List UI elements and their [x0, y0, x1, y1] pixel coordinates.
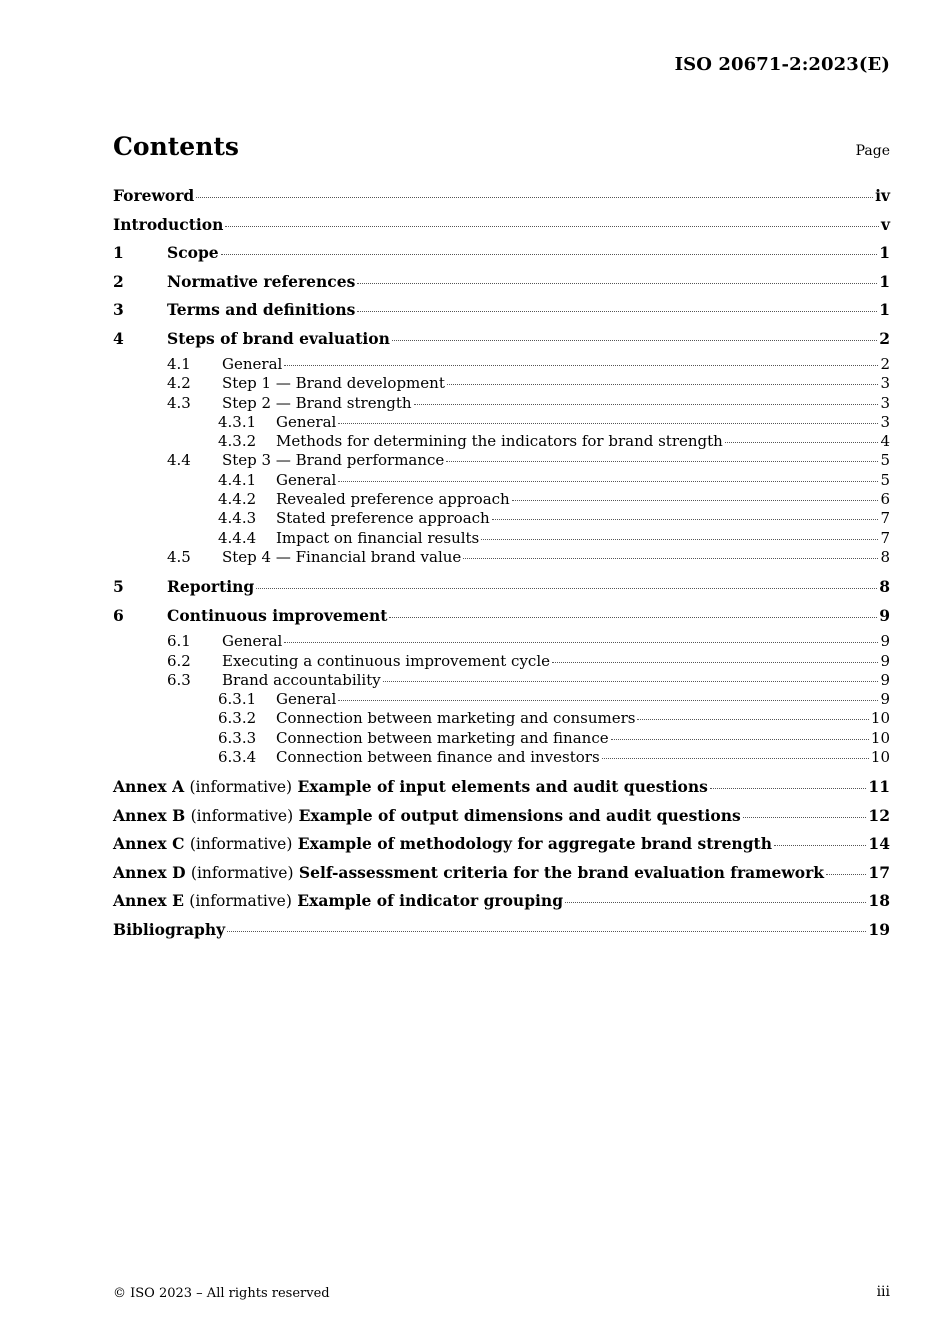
toc-entry-title: General — [222, 632, 283, 651]
toc-entry-title: General — [276, 690, 337, 709]
toc-entry-number: 4.4 — [167, 451, 191, 470]
toc-entry-page: v — [880, 214, 890, 234]
toc-entry[interactable] — [113, 548, 890, 567]
toc-entry-title: Connection between marketing and consumers — [276, 709, 636, 728]
toc-entry[interactable] — [113, 298, 890, 327]
toc-entry-number: 6.3.4 — [218, 748, 257, 767]
toc-entry-page: 19 — [868, 919, 890, 939]
toc-entry-page: 7 — [880, 528, 890, 547]
toc-entry[interactable] — [113, 575, 890, 604]
toc-entry-number: 6.3.1 — [218, 690, 257, 709]
dot-leader — [221, 253, 878, 255]
dot-leader — [338, 422, 878, 424]
toc-entry[interactable] — [113, 889, 890, 918]
annex-informative-tag: (informative) — [189, 778, 293, 797]
dot-leader — [492, 518, 879, 520]
toc-entry-page: 1 — [879, 300, 890, 319]
toc-entry-page: 9 — [880, 670, 890, 689]
toc-entry-title: Foreword — [113, 186, 195, 205]
toc-entry-title: Revealed preference approach — [276, 490, 510, 509]
dot-leader — [392, 339, 877, 341]
toc-entry-page: 6 — [880, 490, 890, 509]
toc-entry-number: 4.3 — [167, 393, 191, 412]
annex-label: Annex B — [113, 805, 186, 825]
toc-entry-page: 9 — [880, 690, 890, 709]
dot-leader — [196, 196, 873, 198]
dot-leader — [710, 787, 867, 789]
annex-title: Example of methodology for aggregate brand strength — [297, 834, 772, 854]
dot-leader — [725, 441, 879, 443]
toc-entry-title: Executing a continuous improvement cycle — [222, 651, 550, 670]
toc-entry-page: 11 — [868, 777, 890, 797]
dot-leader — [357, 282, 877, 284]
toc-entry-page: 10 — [870, 709, 890, 728]
dot-leader — [774, 844, 866, 846]
dot-leader — [565, 901, 866, 903]
toc-entry-title: Stated preference approach — [276, 509, 490, 528]
dot-leader — [602, 757, 869, 759]
toc-entry[interactable] — [113, 184, 890, 213]
annex-label: Annex E — [113, 891, 184, 911]
toc-entry-page: 12 — [868, 805, 890, 825]
dot-leader — [481, 538, 878, 540]
dot-leader — [446, 460, 878, 462]
toc-entry-title: Impact on financial results — [276, 528, 480, 547]
toc-entry-title: General — [222, 355, 283, 373]
dot-leader — [447, 383, 879, 385]
toc-entry-number: 4 — [113, 328, 124, 348]
toc-entry[interactable] — [113, 529, 890, 548]
annex-informative-tag: (informative) — [190, 806, 294, 825]
toc-entry-page: 10 — [870, 728, 890, 747]
toc-entry[interactable] — [113, 374, 890, 393]
toc-entry[interactable] — [113, 213, 890, 242]
dot-leader — [743, 816, 867, 818]
toc-entry-number: 6.3.3 — [218, 728, 257, 747]
toc-entry[interactable] — [113, 270, 890, 299]
dot-leader — [383, 680, 879, 682]
toc-entry[interactable] — [113, 490, 890, 509]
annex-title: Example of indicator grouping — [297, 891, 564, 911]
toc-entry-page: 5 — [880, 451, 890, 470]
toc-entry-title: Introduction — [113, 214, 224, 234]
toc-entry-title: Step 4 — Financial brand value — [222, 547, 462, 566]
toc-entry-page: 9 — [879, 605, 890, 625]
toc-entry[interactable] — [113, 327, 890, 356]
toc-entry-number: 6.3.2 — [218, 709, 257, 728]
toc-entry-title: Connection between finance and investors — [276, 748, 600, 767]
toc-entry-page: 3 — [880, 412, 890, 431]
annex-title: Example of output dimensions and audit questions — [298, 805, 741, 825]
dot-leader — [227, 930, 866, 932]
toc-entry-number: 6.1 — [167, 632, 191, 651]
toc-entry[interactable] — [113, 690, 890, 709]
dot-leader — [284, 364, 878, 366]
toc-entry-title: General — [276, 412, 337, 431]
toc-entry-number: 6.3 — [167, 670, 191, 689]
footer-page-number: iii — [876, 1284, 890, 1300]
dot-leader — [826, 873, 866, 875]
toc-entry-number: 1 — [113, 243, 124, 262]
toc-entry-page: 2 — [880, 355, 890, 373]
toc-entry[interactable] — [113, 832, 890, 861]
annex-title: Example of input elements and audit questions — [297, 777, 708, 797]
toc-entry-title: Methods for determining the indicators for brand strength — [276, 432, 723, 451]
toc-entry-number: 6 — [113, 605, 124, 625]
toc-entry-title — [113, 804, 741, 828]
toc-entry-page: 8 — [880, 547, 890, 566]
toc-entry-number: 4.3.1 — [218, 412, 257, 431]
annex-informative-tag: (informative) — [190, 863, 294, 882]
toc-entry-title: Connection between marketing and finance — [276, 728, 609, 747]
dot-leader — [414, 403, 879, 405]
toc-entry[interactable] — [113, 671, 890, 690]
toc-entry-number: 3 — [113, 300, 124, 319]
toc-entry-page: 5 — [880, 470, 890, 489]
toc-entry[interactable] — [113, 709, 890, 728]
toc-entry[interactable] — [113, 804, 890, 833]
toc-entry-page: 17 — [868, 862, 890, 882]
toc-entry-title — [113, 832, 772, 856]
toc-entry-title: Bibliography — [113, 919, 226, 939]
toc-entry-page: 18 — [868, 891, 890, 911]
toc-entry-number: 4.4.3 — [218, 509, 257, 528]
toc-entry-number: 4.4.4 — [218, 528, 257, 547]
toc-entry-number: 4.4.2 — [218, 490, 257, 509]
dot-leader — [338, 480, 878, 482]
annex-informative-tag: (informative) — [189, 892, 292, 911]
toc-entry-number: 4.5 — [167, 547, 191, 566]
annex-title: Self-assessment criteria for the brand evaluation framework — [298, 862, 824, 882]
toc-entry-title: Step 2 — Brand strength — [222, 393, 412, 412]
toc-entry[interactable] — [113, 632, 890, 651]
toc-entry-page: 10 — [870, 748, 890, 767]
toc-entry-page: 14 — [868, 834, 890, 854]
toc-entry[interactable] — [113, 748, 890, 767]
toc-entry-page: 4 — [880, 432, 890, 451]
toc-entry[interactable] — [113, 509, 890, 528]
dot-leader — [389, 616, 877, 618]
toc-entry-title: General — [276, 470, 337, 489]
toc-entry-page: 9 — [880, 632, 890, 651]
toc-entry[interactable] — [113, 432, 890, 451]
dot-leader — [256, 587, 877, 589]
toc-entry[interactable] — [113, 355, 890, 374]
toc-entry-number: 2 — [113, 271, 124, 291]
toc-entry-number: 4.1 — [167, 355, 191, 373]
document-id: ISO 20671-2:2023(E) — [674, 54, 890, 75]
annex-label: Annex A — [113, 777, 185, 797]
toc-entry-page: 8 — [879, 577, 890, 597]
toc-entry-title — [113, 889, 563, 913]
annex-label: Annex D — [113, 862, 186, 882]
dot-leader — [552, 661, 878, 663]
toc-entry-page: 1 — [879, 271, 890, 291]
toc-entry[interactable] — [113, 604, 890, 633]
toc-entry-page: 2 — [879, 328, 890, 348]
toc-entry-number: 4.4.1 — [218, 470, 257, 489]
dot-leader — [225, 225, 879, 227]
annex-informative-tag: (informative) — [189, 835, 293, 854]
toc-entry-number: 5 — [113, 577, 124, 597]
toc-entry[interactable] — [113, 775, 890, 804]
footer-copyright: © ISO 2023 – All rights reserved — [113, 1286, 330, 1301]
page-column-label: Page — [855, 143, 890, 159]
toc-entry[interactable] — [113, 729, 890, 748]
toc-entry[interactable] — [113, 918, 890, 947]
toc-entry-title: Normative references — [167, 271, 356, 291]
toc-entry-page: 9 — [880, 651, 890, 670]
toc-entry[interactable] — [113, 471, 890, 490]
toc-entry-title: Brand accountability — [222, 670, 381, 689]
toc-entry-title — [113, 861, 824, 885]
toc-entry-title: Scope — [167, 243, 219, 262]
annex-label: Annex C — [113, 834, 185, 854]
dot-leader — [338, 699, 878, 701]
toc-entry[interactable] — [113, 861, 890, 890]
toc-entry[interactable] — [113, 413, 890, 432]
toc-entry-number: 4.3.2 — [218, 432, 257, 451]
dot-leader — [637, 718, 868, 720]
toc-entry-page: 1 — [879, 243, 890, 262]
page-title: Contents — [113, 132, 240, 161]
toc-entry-title: Steps of brand evaluation — [167, 328, 390, 348]
toc-entry[interactable] — [113, 451, 890, 470]
toc-entry[interactable] — [113, 394, 890, 413]
toc-entry-page: 3 — [880, 374, 890, 393]
dot-leader — [611, 738, 869, 740]
toc-entry-number: 6.2 — [167, 651, 191, 670]
toc-entry-page: 7 — [880, 509, 890, 528]
toc-entry-title: Reporting — [167, 577, 255, 597]
toc-entry-title — [113, 775, 708, 799]
toc-entry-title: Continuous improvement — [167, 605, 388, 625]
toc-entry[interactable] — [113, 241, 890, 270]
toc-entry-title: Step 1 — Brand development — [222, 374, 445, 393]
table-of-contents — [113, 184, 890, 946]
toc-entry-number: 4.2 — [167, 374, 191, 393]
toc-entry-title: Terms and definitions — [167, 300, 356, 319]
dot-leader — [463, 557, 878, 559]
dot-leader — [357, 310, 877, 312]
dot-leader — [284, 641, 878, 643]
toc-entry[interactable] — [113, 652, 890, 671]
toc-entry-page: 3 — [880, 393, 890, 412]
toc-entry-title: Step 3 — Brand performance — [222, 451, 445, 470]
toc-entry-page: iv — [875, 186, 890, 205]
dot-leader — [512, 499, 879, 501]
